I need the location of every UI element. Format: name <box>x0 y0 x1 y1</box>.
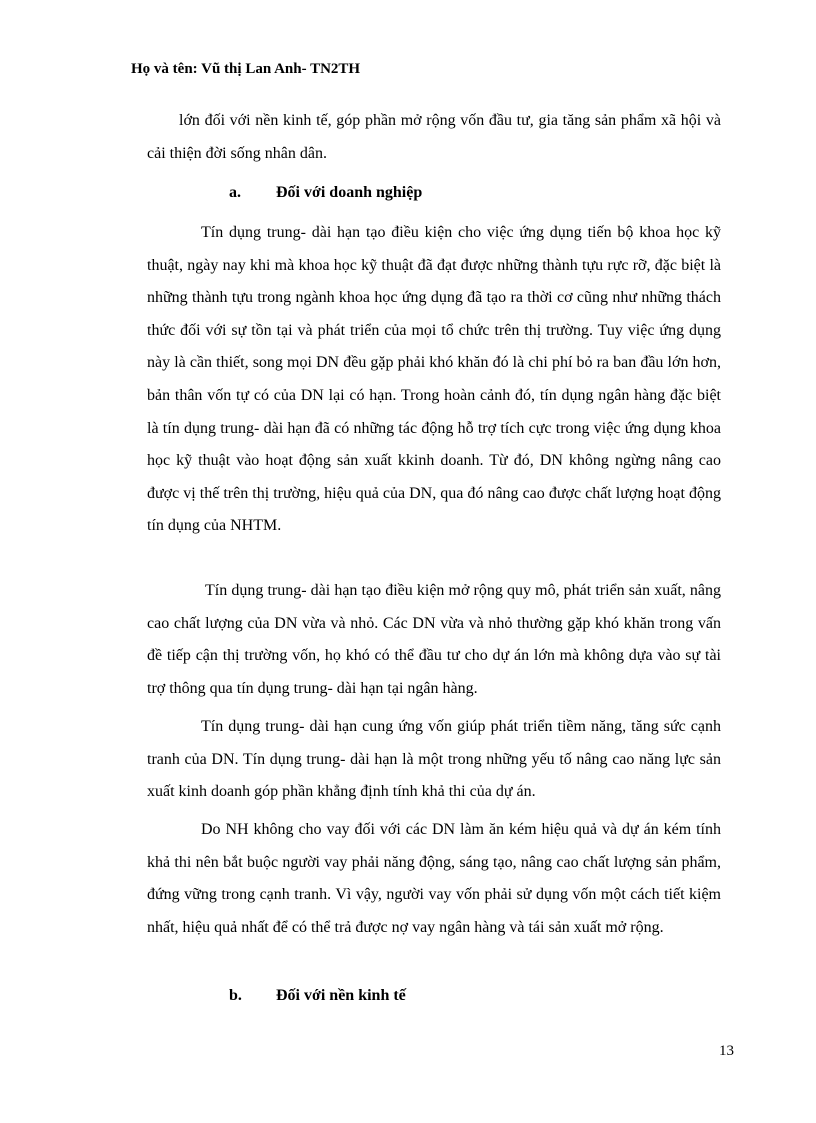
paragraph-continuation: lớn đối với nền kinh tế, góp phần mở rộng vốn đầu tư, gia tăng sản phẩm xã hội và cải thiện đời sống nhân dân. <box>147 112 721 162</box>
section-title: Đối với doanh nghiệp <box>276 184 423 201</box>
paragraph-efficiency: Do NH không cho vay đối với các DN làm ăn kém hiệu quả và dự án kém tính khả thi nên bắt buộc người vay phải năng động, sáng tạo, nâng cao chất lượng sản phẩm, đứng vững trong cạnh tranh. Vì vậy, người vay vốn phải sử dụng vốn một cách tiết kiệm nhất, hiệu quả nhất để có thể trả được nợ vay ngân hàng và tái sản xuất mở rộng. <box>147 821 721 936</box>
section-number: a. <box>229 184 241 201</box>
paragraph-competitiveness: Tín dụng trung- dài hạn cung ứng vốn giúp phát triển tiềm năng, tăng sức cạnh tranh của DN. Tín dụng trung- dài hạn là một trong những yếu tố nâng cao năng lực sản xuất kinh doanh góp phần khẳng định tính khả thi của dự án. <box>147 718 721 801</box>
page-number: 13 <box>719 1043 734 1059</box>
paragraph-technology: Tín dụng trung- dài hạn tạo điều kiện cho việc ứng dụng tiến bộ khoa học kỹ thuật, ngày nay khi mà khoa học kỹ thuật đã đạt được những thành tựu rực rỡ, đặc biệt là những thành tựu trong ngành khoa học ứng dụng đã tạo ra thời cơ cũng như những thách thức đối với sự tồn tại và phát triển của mọi tổ chức trên thị trường. Tuy việc ứng dụng này là cần thiết, song mọi DN đều gặp phải khó khăn đó là chi phí bỏ ra ban đầu lớn hơn, bản thân vốn tự có của DN lại có hạn. Trong hoàn cảnh đó, tín dụng ngân hàng đặc biệt là tín dụng trung- dài hạn đã có những tác động hỗ trợ tích cực trong việc ứng dụng khoa học kỹ thuật vào hoạt động sản xuất kkinh doanh. Từ đó, DN không ngừng nâng cao được vị thế trên thị trường, hiệu quả của DN, qua đó nâng cao được chất lượng hoạt động tín dụng của NHTM. <box>147 224 721 535</box>
document-header: Họ và tên: Vũ thị Lan Anh- TN2TH <box>131 61 361 77</box>
section-title: Đối với nền kinh tế <box>276 987 406 1004</box>
section-number: b. <box>229 987 242 1004</box>
paragraph-expansion: Tín dụng trung- dài hạn tạo điều kiện mở rộng quy mô, phát triển sản xuất, nâng cao chất lượng của DN vừa và nhỏ. Các DN vừa và nhỏ thường gặp khó khăn trong vấn đề tiếp cận thị trường vốn, họ khó có thể đầu tư cho dự án lớn mà không dựa vào sự tài trợ thông qua tín dụng trung- dài hạn tại ngân hàng. <box>147 582 721 697</box>
